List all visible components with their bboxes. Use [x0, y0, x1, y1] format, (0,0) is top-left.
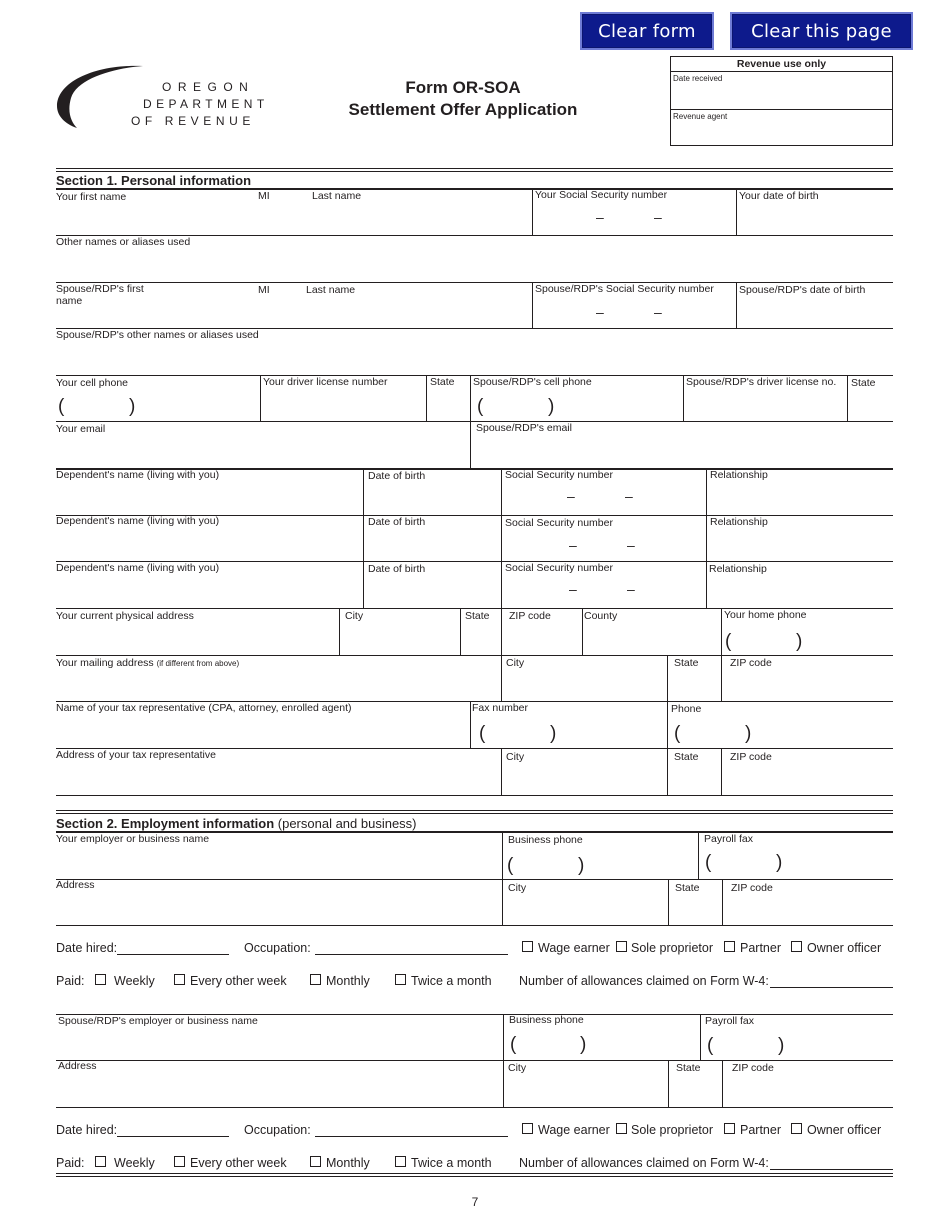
page-number: 7 [471, 1195, 479, 1209]
dob-input[interactable] [738, 204, 892, 234]
rep-state-input[interactable] [669, 763, 719, 793]
dependent-1-ssn-input[interactable] [503, 484, 704, 513]
spouse-allowances-label: Number of allowances claimed on Form W-4: [519, 1156, 769, 1170]
dependent-1-name-input[interactable] [56, 484, 361, 513]
paid-label: Paid: [56, 974, 85, 988]
ssn-input[interactable] [534, 204, 734, 234]
spouse-name-input[interactable] [56, 298, 530, 327]
dob-label: Your date of birth [739, 190, 819, 202]
owner-officer-checkbox[interactable] [791, 941, 802, 952]
spouse-dob-input[interactable] [738, 298, 892, 327]
spouse-date-hired-input[interactable] [117, 1122, 229, 1136]
spouse-other-names-input[interactable] [56, 343, 892, 373]
email-label: Your email [56, 423, 106, 435]
spouse-partner-checkbox[interactable] [724, 1123, 735, 1134]
dependent-2-name-label: Dependent's name (living with you) [56, 515, 220, 527]
spouse-employer-state-label: State [676, 1062, 701, 1074]
spouse-paid-label: Paid: [56, 1156, 85, 1170]
dependent-2-name-input[interactable] [56, 530, 361, 559]
weekly-label: Weekly [114, 974, 155, 988]
rep-phone-label: Phone [671, 703, 702, 715]
spouse-first-name-label: Spouse/RDP's first name [56, 283, 144, 307]
dl-state-label: State [430, 376, 455, 388]
monthly-label: Monthly [326, 974, 370, 988]
spouse-business-phone-label: Business phone [509, 1014, 584, 1026]
spouse-payroll-fax-input[interactable] [719, 1035, 775, 1057]
spouse-dl-state-label: State [851, 377, 876, 389]
spouse-email-label: Spouse/RDP's email [476, 422, 572, 434]
dl-state-input[interactable] [428, 390, 468, 419]
spouse-weekly-checkbox[interactable] [95, 1156, 106, 1167]
spouse-ssn-label: Spouse/RDP's Social Security number [535, 283, 714, 295]
employer-city-input[interactable] [504, 893, 666, 923]
date-hired-label: Date hired: [56, 941, 118, 955]
mailing-zip-label: ZIP code [730, 657, 772, 669]
physical-state-input[interactable] [462, 624, 499, 653]
mailing-address-label: Your mailing address (if different from above) [56, 657, 240, 669]
physical-zip-label: ZIP code [509, 610, 551, 622]
logo-line-3: OF REVENUE [131, 114, 256, 128]
spouse-employer-city-input[interactable] [505, 1075, 666, 1105]
other-names-label: Other names or aliases used [56, 236, 191, 248]
clear-form-button[interactable]: Clear form [580, 12, 714, 50]
spouse-sole-proprietor-checkbox[interactable] [616, 1123, 627, 1134]
dependent-1-dob-input[interactable] [365, 484, 499, 513]
spouse-cell-label: Spouse/RDP's cell phone [473, 376, 592, 388]
rep-phone-input[interactable] [686, 723, 742, 745]
spouse-dl-label: Spouse/RDP's driver license no. [686, 376, 837, 388]
spouse-every-other-week-checkbox[interactable] [174, 1156, 185, 1167]
employer-zip-label: ZIP code [731, 882, 773, 894]
spouse-employer-zip-input[interactable] [724, 1075, 892, 1105]
employer-address-label: Address [56, 879, 95, 891]
spouse-other-names-label: Spouse/RDP's other names or aliases used [56, 329, 259, 341]
physical-address-label: Your current physical address [56, 610, 194, 622]
home-phone-input[interactable] [737, 631, 793, 653]
form-title: Settlement Offer Application [348, 100, 578, 119]
occupation-label: Occupation: [244, 941, 311, 955]
rep-address-label: Address of your tax representative [56, 749, 216, 761]
spouse-weekly-label: Weekly [114, 1156, 155, 1170]
payroll-fax-label: Payroll fax [704, 833, 754, 845]
spouse-wage-earner-checkbox[interactable] [522, 1123, 533, 1134]
dependent-3-name-input[interactable] [56, 577, 361, 606]
spouse-employer-address-input[interactable] [56, 1075, 501, 1105]
dependent-3-name-label: Dependent's name (living with you) [56, 562, 220, 574]
spouse-employer-input[interactable] [56, 1029, 501, 1058]
spouse-ssn-input[interactable] [534, 298, 734, 327]
tax-rep-input[interactable] [56, 716, 468, 746]
business-phone-label: Business phone [508, 834, 583, 846]
dependent-1-name-label: Dependent's name (living with you) [56, 469, 220, 481]
dependent-2-ssn-input[interactable] [503, 530, 704, 559]
date-received-label: Date received [673, 74, 723, 83]
mailing-state-input[interactable] [669, 670, 719, 699]
spouse-employer-state-input[interactable] [670, 1075, 720, 1105]
dependent-3-dob-label: Date of birth [368, 563, 426, 575]
spouse-owner-officer-checkbox[interactable] [791, 1123, 802, 1134]
physical-city-label: City [345, 610, 364, 622]
date-hired-input[interactable] [117, 940, 229, 954]
tax-rep-label: Name of your tax representative (CPA, attorney, enrolled agent) [56, 702, 352, 714]
county-label: County [584, 610, 618, 622]
rep-city-label: City [506, 751, 525, 763]
twice-a-month-label: Twice a month [411, 974, 492, 988]
spouse-occupation-input[interactable] [315, 1122, 508, 1136]
spouse-employer-label: Spouse/RDP's employer or business name [58, 1015, 258, 1027]
spouse-twice-a-month-label: Twice a month [411, 1156, 492, 1170]
dependent-3-dob-input[interactable] [365, 577, 499, 606]
mailing-state-label: State [674, 657, 699, 669]
spouse-dl-state-input[interactable] [849, 390, 892, 419]
employer-state-label: State [675, 882, 700, 894]
fax-number-input[interactable] [491, 723, 547, 745]
section-2-heading: Section 2. Employment information (personal and business) [56, 816, 417, 831]
spouse-sole-proprietor-label: Sole proprietor [631, 1123, 713, 1137]
dependent-3-relationship-label: Relationship [709, 563, 767, 575]
occupation-input[interactable] [315, 940, 508, 954]
owner-officer-label: Owner officer [807, 941, 882, 955]
mailing-city-input[interactable] [503, 670, 665, 699]
name-input[interactable] [56, 204, 530, 234]
rep-address-input[interactable] [56, 763, 499, 793]
spouse-dob-label: Spouse/RDP's date of birth [739, 284, 866, 296]
twice-a-month-checkbox[interactable] [395, 974, 406, 985]
oregon-dor-logo [55, 62, 269, 132]
mailing-city-label: City [506, 657, 525, 669]
every-other-week-checkbox[interactable] [174, 974, 185, 985]
mi-label: MI [258, 190, 270, 202]
dependent-2-dob-label: Date of birth [368, 516, 426, 528]
spouse-employer-zip-label: ZIP code [732, 1062, 774, 1074]
spouse-payroll-fax-label: Payroll fax [705, 1015, 755, 1027]
form-id: Form OR-SOA [405, 78, 521, 97]
mailing-address-note: (if different from above) [156, 659, 240, 668]
mailing-zip-input[interactable] [723, 670, 892, 699]
spouse-ssn-dash-1: – [596, 304, 604, 320]
home-phone-label: Your home phone [724, 609, 807, 621]
employer-address-input[interactable] [56, 893, 500, 923]
ssn-label: Your Social Security number [535, 189, 668, 201]
section-2-heading-note: (personal and business) [277, 816, 417, 831]
sole-proprietor-label: Sole proprietor [631, 941, 713, 955]
logo-line-1: OREGON [162, 80, 255, 94]
dependent-1-dob-label: Date of birth [368, 470, 426, 482]
dependent-3-ssn-label: Social Security number [505, 562, 613, 574]
spouse-occupation-label: Occupation: [244, 1123, 311, 1137]
spouse-employer-city-label: City [508, 1062, 527, 1074]
spouse-ssn-dash-2: – [654, 304, 662, 320]
spouse-last-name-label: Last name [306, 284, 356, 296]
first-name-label: Your first name [56, 191, 127, 203]
spouse-monthly-checkbox[interactable] [310, 1156, 321, 1167]
dependent-1-ssn-label: Social Security number [505, 469, 613, 481]
monthly-checkbox[interactable] [310, 974, 321, 985]
rep-zip-label: ZIP code [730, 751, 772, 763]
logo-line-2: DEPARTMENT [143, 97, 269, 111]
physical-city-input[interactable] [341, 624, 458, 653]
driver-license-label: Your driver license number [263, 376, 388, 388]
weekly-checkbox[interactable] [95, 974, 106, 985]
other-names-input[interactable] [56, 250, 892, 280]
dependent-2-relationship-input[interactable] [708, 530, 892, 559]
dependent-1-relationship-input[interactable] [708, 484, 892, 513]
spouse-email-input[interactable] [472, 436, 892, 466]
rep-zip-input[interactable] [723, 763, 892, 793]
spouse-monthly-label: Monthly [326, 1156, 370, 1170]
physical-address-input[interactable] [56, 624, 337, 653]
spouse-twice-a-month-checkbox[interactable] [395, 1156, 406, 1167]
ssn-dash-2: – [654, 209, 662, 225]
partner-checkbox[interactable] [724, 941, 735, 952]
spouse-cell-input[interactable] [489, 396, 545, 418]
rep-city-input[interactable] [503, 763, 665, 793]
spouse-owner-officer-label: Owner officer [807, 1123, 882, 1137]
mailing-address-input[interactable] [56, 670, 499, 699]
partner-label: Partner [740, 941, 781, 955]
cell-phone-input[interactable] [70, 396, 126, 418]
spouse-partner-label: Partner [740, 1123, 781, 1137]
business-phone-input[interactable] [519, 855, 575, 877]
driver-license-input[interactable] [262, 390, 424, 419]
dependent-1-relationship-label: Relationship [710, 469, 768, 481]
rep-state-label: State [674, 751, 699, 763]
physical-zip-input[interactable] [503, 624, 580, 653]
sole-proprietor-checkbox[interactable] [616, 941, 627, 952]
revenue-agent-label: Revenue agent [673, 112, 728, 121]
dependent-3-relationship-input[interactable] [708, 577, 892, 606]
employer-city-label: City [508, 882, 527, 894]
employer-zip-input[interactable] [724, 893, 892, 923]
spouse-dl-input[interactable] [685, 390, 845, 419]
spouse-employer-address-label: Address [58, 1060, 97, 1072]
employer-label: Your employer or business name [56, 833, 210, 845]
every-other-week-label: Every other week [190, 974, 287, 988]
clear-page-button[interactable]: Clear this page [730, 12, 913, 50]
allowances-label: Number of allowances claimed on Form W-4: [519, 974, 769, 988]
employer-input[interactable] [56, 847, 500, 877]
wage-earner-checkbox[interactable] [522, 941, 533, 952]
county-input[interactable] [584, 624, 719, 653]
spouse-mi-label: MI [258, 284, 270, 296]
dependent-2-dob-input[interactable] [365, 530, 499, 559]
dependent-2-ssn-label: Social Security number [505, 517, 613, 529]
revenue-box-title: Revenue use only [736, 58, 827, 70]
section-1-heading: Section 1. Personal information [56, 173, 252, 188]
spouse-every-other-week-label: Every other week [190, 1156, 287, 1170]
fax-number-label: Fax number [472, 702, 529, 714]
dependent-2-relationship-label: Relationship [710, 516, 768, 528]
email-input[interactable] [56, 436, 468, 466]
employer-state-input[interactable] [670, 893, 720, 923]
payroll-fax-input[interactable] [717, 852, 773, 874]
wage-earner-label: Wage earner [538, 941, 610, 955]
spouse-business-phone-input[interactable] [522, 1034, 578, 1056]
spouse-date-hired-label: Date hired: [56, 1123, 118, 1137]
physical-state-label: State [465, 610, 490, 622]
spouse-allowances-input[interactable] [770, 1155, 893, 1169]
dependent-3-ssn-input[interactable] [503, 577, 704, 606]
cell-phone-label: Your cell phone [56, 377, 129, 389]
ssn-dash-1: – [596, 209, 604, 225]
last-name-label: Last name [312, 190, 362, 202]
allowances-input[interactable] [770, 973, 893, 987]
spouse-wage-earner-label: Wage earner [538, 1123, 610, 1137]
